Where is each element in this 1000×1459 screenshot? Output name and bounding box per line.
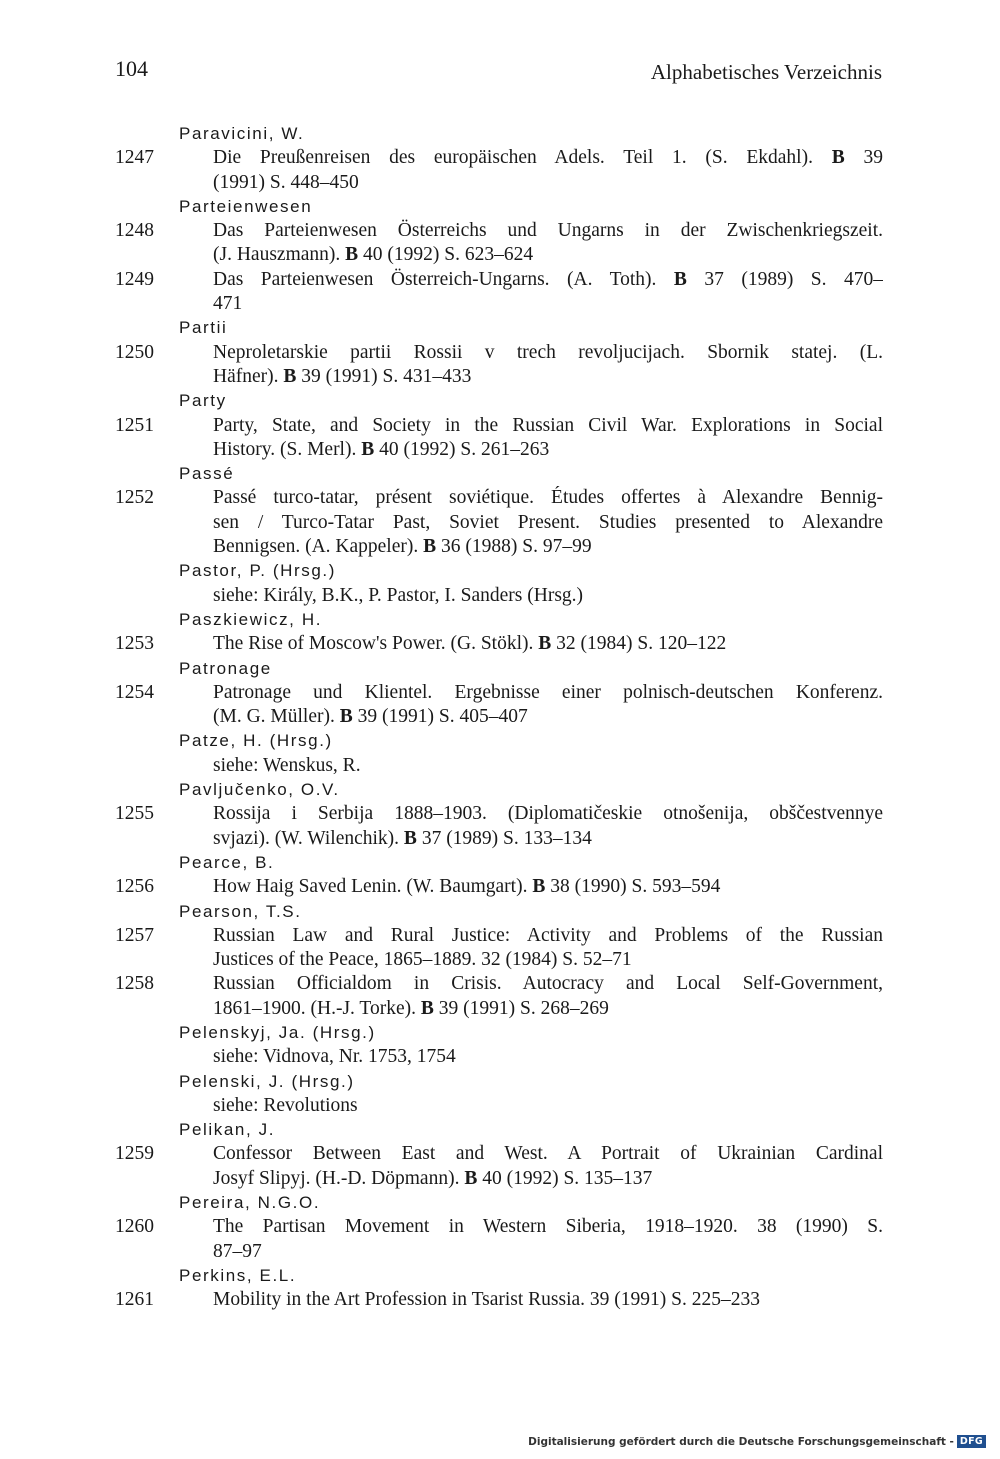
journal-abbrev: B [532,876,546,898]
page-number: 104 [115,56,148,81]
index-continuation [115,535,883,559]
journal-abbrev: B [361,438,375,460]
heading-text: Party [179,391,227,411]
index-heading [115,778,883,802]
entry-text [213,292,883,316]
entry-text [213,511,883,535]
index-continuation [115,438,883,462]
index-heading [115,559,883,583]
entry-number: 1261 [115,1289,154,1311]
entry-text [213,632,883,656]
index-continuation [115,1045,883,1069]
journal-abbrev: B [423,536,437,558]
index-entry [115,219,883,243]
text-run: 87–97 [213,1240,262,1262]
heading-text: Pastor, P. (Hrsg.) [179,561,336,581]
text-run: Confessor Between East and West. A Portrait of Ukrainian Cardinal [213,1143,883,1165]
text-run: Russian Officialdom in Crisis. Autocracy and Local Self-Government, [213,973,883,995]
text-run: 471 [213,293,243,315]
index-entry [115,875,883,899]
entry-number: 1247 [115,147,154,169]
heading-text: Partii [179,318,228,338]
entry-number: 1248 [115,220,154,242]
index-entry [115,924,883,948]
heading-text: Pearson, T.S. [179,901,302,921]
heading-text: Patze, H. (Hrsg.) [179,731,333,751]
heading-text: Paravicini, W. [179,124,305,143]
entry-number: 1259 [115,1143,154,1165]
index-continuation [115,754,883,778]
text-run: siehe: Vidnova, Nr. 1753, 1754 [213,1046,456,1068]
index-continuation [115,511,883,535]
index-heading [115,900,883,924]
entry-text [213,1215,883,1239]
text-run: Rossija i Serbija 1888–1903. (Diplomatičeskie otnošenija, obščestvennye [213,803,883,825]
index-continuation [115,584,883,608]
index-continuation [115,827,883,851]
entry-text [213,1045,883,1069]
index-entry [115,802,883,826]
heading-text: Passé [179,464,235,484]
text-run: Mobility in the Art Profession in Tsarist Russia. 39 (1991) S. 225–233 [213,1289,760,1311]
text-run: sen / Turco-Tatar Past, Soviet Present. Studies presented to Alexandre [213,511,883,533]
entry-number: 1256 [115,876,154,898]
index-entry [115,146,883,170]
entry-text [213,146,883,170]
heading-text: Pavljučenko, O.V. [179,780,340,800]
index-continuation [115,1240,883,1264]
entry-text [213,1288,883,1312]
entry-number: 1257 [115,924,154,946]
entry-text [213,972,883,996]
entry-text [213,486,883,510]
footer-text: Digitalisierung gefördert durch die Deutsche Forschungsgemeinschaft - [528,1435,954,1448]
dfg-logo: DFG [957,1435,986,1448]
index-continuation [115,292,883,316]
heading-text: Paszkiewicz, H. [179,609,323,629]
entry-text [213,948,883,972]
text-run: 40 (1992) S. 623–624 [358,244,534,266]
index-heading [115,389,883,413]
entry-text [213,705,883,729]
entry-text [213,802,883,826]
index-heading [115,462,883,486]
text-run: siehe: Revolutions [213,1094,358,1116]
text-run: Russian Law and Rural Justice: Activity and Problems of the Russian [213,924,883,946]
text-run: 39 (1991) S. 268–269 [433,997,609,1019]
entry-number: 1253 [115,633,154,655]
text-run: (1991) S. 448–450 [213,171,359,193]
index-entry [115,1215,883,1239]
text-run: 38 (1990) S. 593–594 [545,876,721,898]
journal-abbrev: B [831,147,845,169]
text-run: 39 (1991) S. 405–407 [352,706,528,728]
index-entry [115,268,883,292]
entry-text [213,584,883,608]
index-continuation [115,171,883,195]
index-list [115,122,883,1313]
running-title: Alphabetisches Verzeichnis [650,60,882,84]
heading-text: Patronage [179,658,272,678]
index-entry [115,486,883,510]
index-continuation [115,365,883,389]
index-entry [115,1288,883,1312]
entry-text [213,997,883,1021]
text-run: 39 (1991) S. 431–433 [296,365,472,387]
entry-text [213,875,883,899]
entry-text [213,1094,883,1118]
text-run: The Partisan Movement in Western Siberia, 1918–1920. 38 (1990) S. [213,1216,883,1238]
index-continuation [115,243,883,267]
journal-abbrev: B [420,997,434,1019]
entry-text [213,341,883,365]
index-continuation [115,948,883,972]
text-run: (J. Hauszmann). [213,244,346,266]
index-entry [115,341,883,365]
heading-text: Pelikan, J. [179,1120,276,1140]
entry-text [213,1142,883,1166]
index-heading [115,195,883,219]
index-heading [115,316,883,340]
entry-number: 1252 [115,487,154,509]
entry-text [213,171,883,195]
text-run: Bennigsen. (A. Kappeler). [213,536,424,558]
index-heading [115,122,883,146]
heading-text: Pearce, B. [179,852,275,872]
index-continuation [115,1094,883,1118]
text-run: Das Parteienwesen Österreich-Ungarns. (A. Toth). [213,268,674,290]
text-run: History. (S. Merl). [213,438,362,460]
index-heading [115,1118,883,1142]
heading-text: Pelenskyj, Ja. (Hrsg.) [179,1022,376,1042]
index-heading [115,1264,883,1288]
entry-number: 1254 [115,681,154,703]
journal-abbrev: B [673,268,687,290]
index-heading [115,851,883,875]
text-run: siehe: Wenskus, R. [213,754,361,776]
journal-abbrev: B [339,706,353,728]
text-run: Die Preußenreisen des europäischen Adels. Teil 1. (S. Ekdahl). [213,147,832,169]
text-run: Neproletarskie partii Rossii v trech revoljucijach. Sbornik statej. (L. [213,341,883,363]
text-run: siehe: Király, B.K., P. Pastor, I. Sanders (Hrsg.) [213,584,584,606]
index-heading [115,1191,883,1215]
index-continuation [115,1167,883,1191]
index-entry [115,1142,883,1166]
heading-text: Perkins, E.L. [179,1265,297,1285]
entry-number: 1250 [115,341,154,363]
index-entry [115,681,883,705]
entry-text [213,268,883,292]
text-run: svjazi). (W. Wilenchik). [213,827,404,849]
entry-number: 1249 [115,268,154,290]
entry-number: 1260 [115,1216,154,1238]
index-continuation [115,997,883,1021]
index-entry [115,414,883,438]
entry-text [213,414,883,438]
text-run: Party, State, and Society in the Russian Civil War. Explorations in Social [213,414,883,436]
entry-text [213,1240,883,1264]
entry-text [213,438,883,462]
text-run: Das Parteienwesen Österreichs und Ungarns in der Zwischenkriegszeit. [213,220,883,242]
text-run: Passé turco-tatar, présent soviétique. Études offertes à Alexandre Bennig- [213,487,883,509]
journal-abbrev: B [538,633,552,655]
index-continuation [115,705,883,729]
text-run: 36 (1988) S. 97–99 [436,536,592,558]
entry-text [213,924,883,948]
entry-text [213,535,883,559]
entry-text [213,1167,883,1191]
entry-number: 1251 [115,414,154,436]
index-heading [115,608,883,632]
entry-number: 1255 [115,803,154,825]
entry-text [213,827,883,851]
index-heading [115,657,883,681]
text-run: 32 (1984) S. 120–122 [551,633,727,655]
entry-text [213,681,883,705]
entry-text [213,754,883,778]
text-run: 37 (1989) S. 470– [686,268,883,290]
journal-abbrev: B [464,1167,478,1189]
text-run: 37 (1989) S. 133–134 [416,827,592,849]
text-run: (M. G. Müller). [213,706,340,728]
text-run: Justices of the Peace, 1865–1889. 32 (1984) S. 52–71 [213,949,632,971]
text-run: How Haig Saved Lenin. (W. Baumgart). [213,876,533,898]
heading-text: Pelenski, J. (Hrsg.) [179,1071,355,1091]
text-run: 39 [844,147,883,169]
index-heading [115,729,883,753]
journal-abbrev: B [345,244,359,266]
text-run: Häfner). [213,365,284,387]
index-heading [115,1070,883,1094]
text-run: Josyf Slipyj. (H.-D. Döpmann). [213,1167,465,1189]
journal-abbrev: B [283,365,297,387]
heading-text: Parteienwesen [179,196,313,216]
text-run: 40 (1992) S. 261–263 [374,438,550,460]
text-run: 1861–1900. (H.-J. Torke). [213,997,421,1019]
entry-number: 1258 [115,973,154,995]
entry-text [213,243,883,267]
index-entry [115,632,883,656]
text-run: The Rise of Moscow's Power. (G. Stökl). [213,633,539,655]
entry-text [213,219,883,243]
heading-text: Pereira, N.G.O. [179,1193,321,1213]
journal-abbrev: B [403,827,417,849]
index-heading [115,1021,883,1045]
text-run: 40 (1992) S. 135–137 [477,1167,653,1189]
footer-credit [528,1435,986,1448]
index-entry [115,972,883,996]
entry-text [213,365,883,389]
text-run: Patronage und Klientel. Ergebnisse einer polnisch-deutschen Konferenz. [213,681,883,703]
